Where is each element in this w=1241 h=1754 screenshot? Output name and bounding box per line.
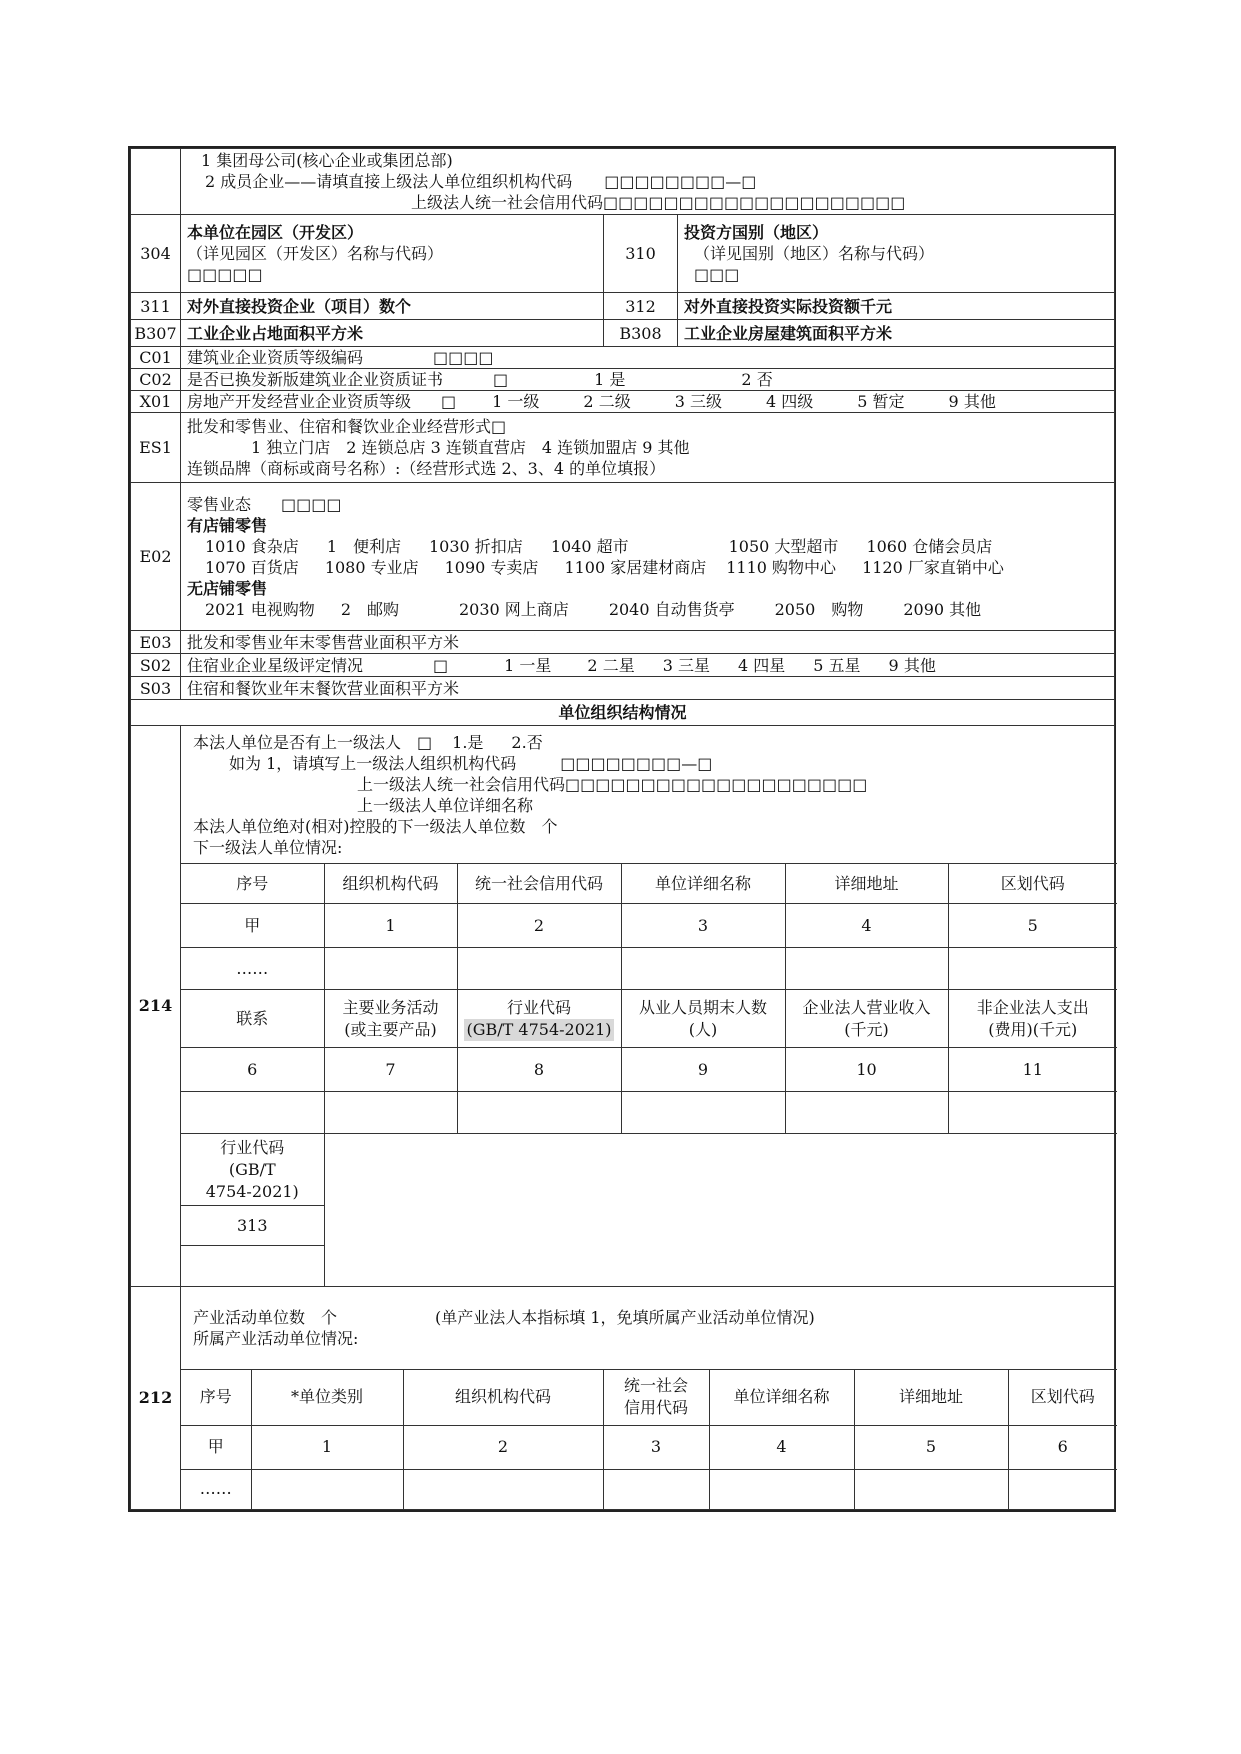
nonstore-retail-line: 2021 电视购物 2 邮购 2030 网上商店 2040 自动售货亭 2050 购物 2090 其他 [205,599,982,619]
col-header-two-line: 行业代码 (GB/T 4754-2021) [457,990,621,1048]
subsidiary-number-row-1 [181,904,1117,948]
hotel-star-rating: 住宿业企业星级评定情况 □ 1 一星 2 二星 3 三星 4 四星 5 五星 9 其他 [181,654,1115,677]
star-rating-box[interactable]: □ [433,655,449,675]
activity-units-cell [181,1286,1115,1510]
input-cell[interactable] [1008,1469,1117,1509]
building-area[interactable]: 工业企业房屋建筑面积平方米 [678,320,1115,347]
row-code-212: 212 [131,1286,181,1510]
s02-opt: 1 一星 [504,655,552,675]
col-header-two-line: 从业人员期末人数 (人) [621,990,785,1048]
x01-opt: 9 其他 [948,392,996,411]
row-C02 [131,369,1115,391]
outward-invest-count[interactable]: 对外直接投资企业（项目）数个 [181,293,604,320]
row-212 [131,1286,1115,1510]
business-form-options: 1 独立门店 2 连锁总店 3 连锁直营店 4 连锁加盟店 9 其他 [251,438,690,457]
input-cell[interactable] [251,1469,403,1509]
s02-opt: 9 其他 [888,655,936,675]
investor-country-note: （详见国别（地区）名称与代码） [694,244,935,263]
input-cell[interactable] [603,1469,709,1509]
col-header: 区划代码 [948,864,1117,904]
subsidiary-input-row-2 [181,1092,1117,1134]
parent-option-1: 1 集团母公司(核心企业或集团总部) [201,151,453,170]
col-header: 联系 [181,990,324,1048]
store-retail-line-1: 1010 食杂店 1 便利店 1030 折扣店 1040 超市 1050 大型超市 1060 仓储会员店 [205,536,993,556]
parent-option-2: 2 成员企业——请填直接上级法人单位组织机构代码 □□□□□□□□—□ [205,172,757,191]
subsidiary-header-2 [181,990,1117,1048]
col-header: 组织机构代码 [324,864,457,904]
blank-area [324,1134,1117,1286]
s02-opt: 3 三星 [662,655,710,675]
group-parent-cell [181,149,1115,215]
col-header-three-line: 行业代码 (GB/T 4754-2021) [181,1134,324,1206]
has-parent-line: 本法人单位是否有上一级法人 □ 1.是 2.否 [193,733,543,752]
col-number: 4 [709,1425,854,1469]
subsidiary-info-label: 下一级法人单位情况: [193,838,343,857]
col-number: 3 [621,904,785,948]
activity-table [181,1369,1117,1510]
real-estate-qualification: 房地产开发经营业企业资质等级 □ 1 一级 2 二级 3 三级 4 四级 5 暂定 9 其他 [181,391,1115,413]
new-certificate: 是否已换发新版建筑业企业资质证书 □ 1 是 2 否 [181,369,1115,391]
row-code-E02: E02 [131,483,181,631]
park-cell [181,215,604,293]
row-S03 [131,677,1115,700]
real-estate-box[interactable]: □ [441,392,457,411]
input-cell[interactable] [457,948,621,990]
x01-opt: 4 四级 [765,392,814,411]
input-cell[interactable] [621,1092,785,1134]
retail-area[interactable]: 批发和零售业年末零售营业面积平方米 [181,631,1115,654]
col-header: 单位详细名称 [709,1369,854,1425]
col-number: 5 [948,904,1117,948]
input-cell[interactable] [785,1092,948,1134]
row-E02 [131,483,1115,631]
row-X01 [131,391,1115,413]
row-311-312 [131,293,1115,320]
new-certificate-box[interactable]: □ [493,370,509,389]
subsidiary-header-3 [181,1134,1117,1206]
row-304-310 [131,215,1115,293]
col-number: 4 [785,904,948,948]
parent-org-code-line: 如为 1，请填写上一级法人组织机构代码 □□□□□□□□—□ [229,754,713,773]
col-header: 统一社会 信用代码 [603,1369,709,1425]
activity-info-label: 所属产业活动单位情况: [193,1328,359,1348]
x01-opt: 5 暂定 [857,392,905,411]
input-cell[interactable] [709,1469,854,1509]
x01-opt: 1 一级 [492,392,540,411]
col-header-two-line: 企业法人营业收入 (千元) [785,990,948,1048]
col-number: 6 [1008,1425,1117,1469]
input-cell[interactable] [181,1092,324,1134]
col-number: 313 [181,1206,324,1246]
col-number: 8 [457,1048,621,1092]
subsidiary-count-line[interactable]: 本法人单位绝对(相对)控股的下一级法人单位数 个 [193,817,558,836]
subsidiary-input-row-1 [181,948,1117,990]
row-code-214: 214 [131,726,181,1287]
input-cell[interactable] [948,948,1117,990]
construction-qualification: 建筑业企业资质等级编码 □□□□ [181,347,1115,369]
row-C01 [131,347,1115,369]
col-header: 详细地址 [854,1369,1008,1425]
row-S02 [131,654,1115,677]
investor-country-cell [678,215,1115,293]
col-number: 6 [181,1048,324,1092]
activity-number-row [181,1425,1117,1469]
input-cell[interactable] [324,948,457,990]
col-number: 2 [457,904,621,948]
park-boxes[interactable]: □□□□□ [187,265,263,284]
subsidiary-header-1 [181,864,1117,904]
row-code-empty [131,149,181,215]
s02-opt: 5 五星 [813,655,861,675]
row-code-B307: B307 [131,320,181,347]
qualification-boxes[interactable]: □□□□ [433,348,494,367]
row-code-C02: C02 [131,369,181,391]
input-cell[interactable] [948,1092,1117,1134]
store-retail-line-2: 1070 百货店 1080 专业店 1090 专卖店 1100 家居建材商店 1110 购物中心 1120 厂家直销中心 [205,557,1004,577]
col-header: 区划代码 [1008,1369,1117,1425]
input-cell[interactable] [403,1469,603,1509]
chain-brand[interactable]: 连锁品牌（商标或商号名称）:（经营形式选 2、3、4 的单位填报） [187,459,666,478]
col-number: 1 [324,904,457,948]
col-header: 详细地址 [785,864,948,904]
subsidiary-table [181,863,1117,1286]
col-number: 2 [403,1425,603,1469]
input-cell[interactable] [785,948,948,990]
row-code-B308: B308 [604,320,678,347]
col-number: 9 [621,1048,785,1092]
input-cell[interactable] [324,1092,457,1134]
col-header-two-line: 非企业法人支出 (费用)(千元) [948,990,1117,1048]
col-number: 5 [854,1425,1008,1469]
has-parent-box[interactable]: □ [417,733,433,752]
row-code-310: 310 [604,215,678,293]
row-code-312: 312 [604,293,678,320]
store-retail-heading: 有店铺零售 [187,515,268,535]
col-header: 统一社会信用代码 [457,864,621,904]
s02-opt: 4 四星 [737,655,786,675]
row-ellipsis: …… [181,948,324,990]
row-code-304: 304 [131,215,181,293]
investor-country-boxes[interactable]: □□□ [694,265,740,284]
section-title-row [131,700,1115,726]
col-number: 3 [603,1425,709,1469]
x01-opt: 2 二级 [583,392,631,411]
col-header-two-line: 主要业务活动 (或主要产品) [324,990,457,1048]
col-header: 单位详细名称 [621,864,785,904]
col-number: 1 [251,1425,403,1469]
col-header: 序号 [181,1369,251,1425]
row-ES1 [131,413,1115,483]
row-code-ES1: ES1 [131,413,181,483]
activity-header [181,1369,1117,1425]
park-note: （详见园区（开发区）名称与代码） [187,244,444,263]
row-code-X01: X01 [131,391,181,413]
activity-input-row [181,1469,1117,1509]
parent-entity-text [181,726,1114,863]
parent-org-code-boxes[interactable]: □□□□□□□□—□ [604,172,757,191]
investor-country-title: 投资方国别（地区） [684,223,829,242]
row-B307-B308 [131,320,1115,347]
business-form [181,413,1115,483]
input-cell[interactable] [457,1092,621,1134]
col-header: *单位类别 [251,1369,403,1425]
col-number: 7 [324,1048,457,1092]
business-form-question[interactable]: 批发和零售业、住宿和餐饮业企业经营形式□ [187,417,507,436]
parent-name-line[interactable]: 上一级法人单位详细名称 [357,796,534,815]
parent-credit-code-line[interactable]: 上一级法人统一社会信用代码□□□□□□□□□□□□□□□□□□□□ [357,775,868,794]
section-title: 单位组织结构情况 [131,700,1115,726]
parent-credit-code[interactable]: 上级法人统一社会信用代码□□□□□□□□□□□□□□□□□□□□ [411,193,906,212]
s02-opt: 2 二星 [587,655,635,675]
retail-format-boxes[interactable]: □□□□ [281,494,342,514]
row-code-C01: C01 [131,347,181,369]
col-header: 组织机构代码 [403,1369,603,1425]
x01-opt: 3 三级 [674,392,722,411]
retail-format-label: 零售业态 □□□□ [187,494,342,514]
group-parent-row [131,149,1115,215]
parent-org-code-boxes[interactable]: □□□□□□□□—□ [560,754,713,773]
input-cell[interactable] [854,1469,1008,1509]
activity-count-line: 产业活动单位数 个 (单产业法人本指标填 1，免填所属产业活动单位情况) [193,1307,815,1327]
outward-invest-amount[interactable]: 对外直接投资实际投资额千元 [678,293,1115,320]
statistics-form [128,146,1116,1512]
main-table [130,148,1115,1510]
col-number: 甲 [181,1425,251,1469]
row-E03 [131,631,1115,654]
row-code-S03: S03 [131,677,181,700]
opt-yes: 1 是 [594,370,626,389]
col-number: 11 [948,1048,1117,1092]
row-code-E03: E03 [131,631,181,654]
parent-entity-cell [181,726,1115,1287]
input-cell[interactable] [621,948,785,990]
col-number: 10 [785,1048,948,1092]
land-area[interactable]: 工业企业占地面积平方米 [181,320,604,347]
park-title: 本单位在园区（开发区） [187,223,364,242]
col-header: 序号 [181,864,324,904]
row-code-S02: S02 [131,654,181,677]
opt-no: 2 否 [741,370,773,389]
row-code-311: 311 [131,293,181,320]
row-214 [131,726,1115,1287]
catering-area[interactable]: 住宿和餐饮业年末餐饮营业面积平方米 [181,677,1115,700]
input-cell[interactable] [181,1246,324,1286]
row-ellipsis: …… [181,1469,251,1509]
activity-units-text [181,1287,1114,1369]
subsidiary-number-row-2 [181,1048,1117,1092]
retail-format [181,483,1115,631]
nonstore-retail-heading: 无店铺零售 [187,578,268,598]
col-number: 甲 [181,904,324,948]
